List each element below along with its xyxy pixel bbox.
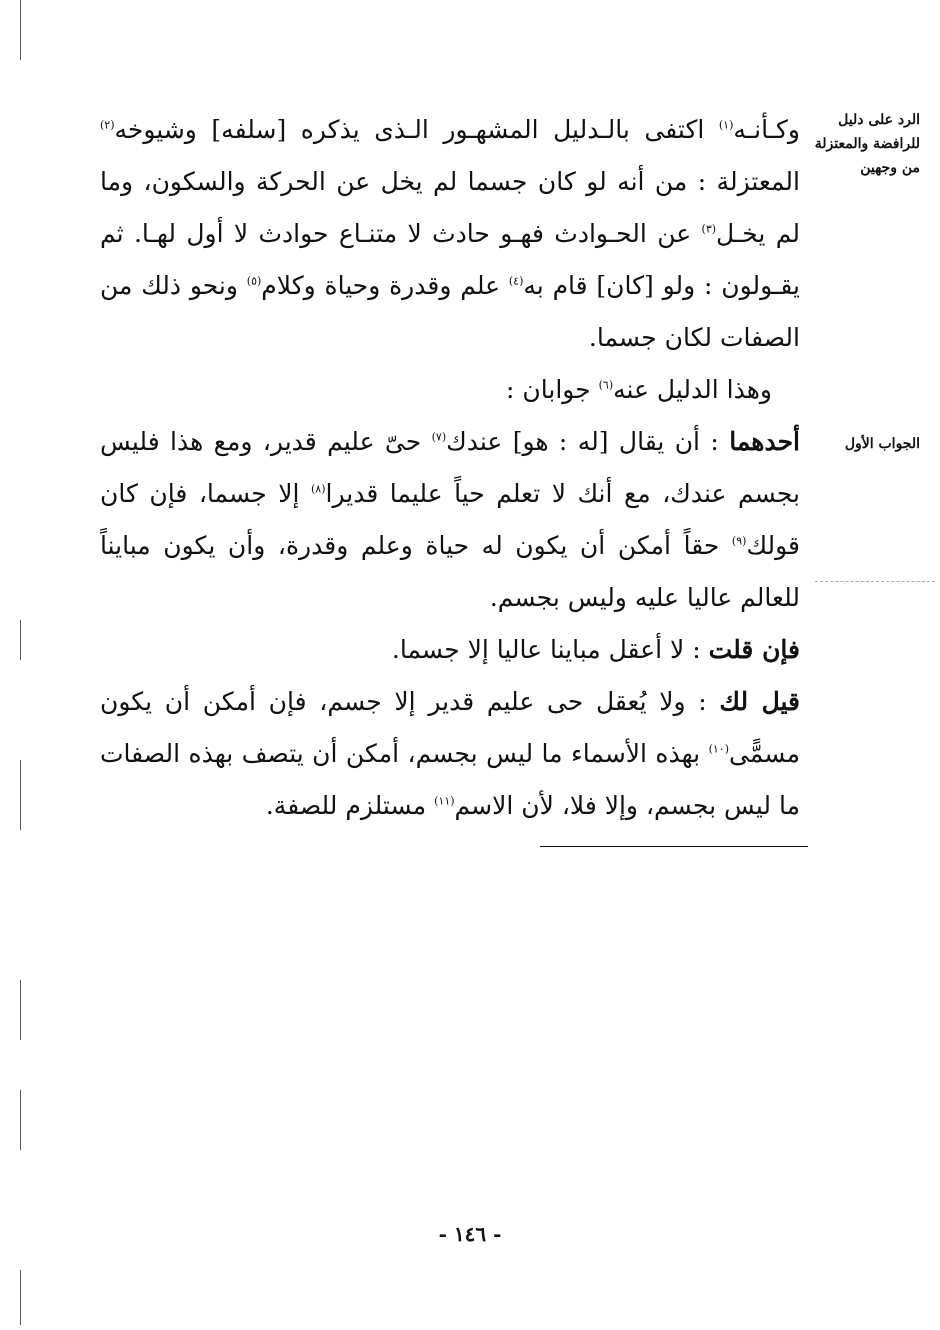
lead-word-it-is-said: قيل لك [719,687,800,716]
footnote-ref: (٤) [508,274,524,288]
scan-edge-line [20,980,21,1040]
paragraph-4: فإن قلت : لا أعقل مباينا عاليا إلا جسما. [391,635,800,664]
footnote-ref: (٣) [701,222,717,236]
page-number: - ١٤٦ - [438,1222,502,1246]
footnote-ref: (١) [718,118,734,132]
footnote-ref: (١١) [434,794,455,808]
paragraph-5: قيل لك : ولا يُعقل حى عليم قدير إلا جسم، فإن أمكن أن يكون مسمًّى$^{(١٠)}$ بهذه الأسماء ما ليس بجسم، أمكن أن يتصف بهذه الصفات ما ليس بجسم، وإلا فلا، لأن الاسم$^{(١١)}$ مستلزم للصفة. [100,687,800,820]
footnote-ref: (١٠) [708,742,730,756]
scan-edge-line [20,620,21,660]
paragraph-2: وهذا الدليل عنه$^{(٦)}$ جوابان : [506,375,772,404]
margin-divider [815,581,935,582]
footnote-ref: (٧) [431,430,447,444]
scan-edge-line [20,1270,21,1325]
margin-note-first-answer: الجواب الأول [844,436,920,452]
footnote-ref: (٥) [246,274,262,288]
scan-edge-line [20,0,21,60]
footnote-ref: (٨) [311,482,326,496]
lead-word-first: أحدهما [729,427,800,456]
scan-edge-line [20,1090,21,1150]
footnote-ref: (٩) [731,534,747,548]
scan-edge-line [20,760,21,830]
paragraph-3: أحدهما : أن يقال [له : هو] عندك$^{(٧)}$ حىّ عليم قدير، ومع هذا فليس بجسم عندك، مع أنك لا تعلم حياً عليما قديرا$^{(٨)}$ إلا جسما، فإن كان قولك$^{(٩)}$ حقاً أمكن أن يكون له حياة وعلم وقدرة، وأن يكون مبايناً للعالم عاليا عليه وليس بجسم. [100,427,801,612]
lead-word-if-you-say: فإن قلت [708,635,800,664]
footnote-ref: (٦) [598,378,614,392]
footnote-separator [540,846,808,847]
footnote-ref: (٢) [100,118,115,132]
paragraph-1: وكـأنـه$^{(١)}$ اكتفى بالـدليل المشهـور الـذى يذكره [سلفه] وشيوخه$^{(٢)}$ المعتزلة : من أنه لو كان جسما لم يخل عن الحركة والسكون، وما لم يخـل$^{(٣)}$ عن الحـوادث فهـو حادث لا متنـاع حوادث لا أول لهـا. ثم يقـولون : ولو [كان] قام به$^{(٤)}$ علم وقدرة وحياة وكلام$^{(٥)}$ ونحو ذلك من الصفات لكان جسما. [100,115,801,352]
main-text [100,104,800,832]
margin-note-refutation: الرد على دليل للرافضة والمعتزلة من وجهين [814,112,920,176]
